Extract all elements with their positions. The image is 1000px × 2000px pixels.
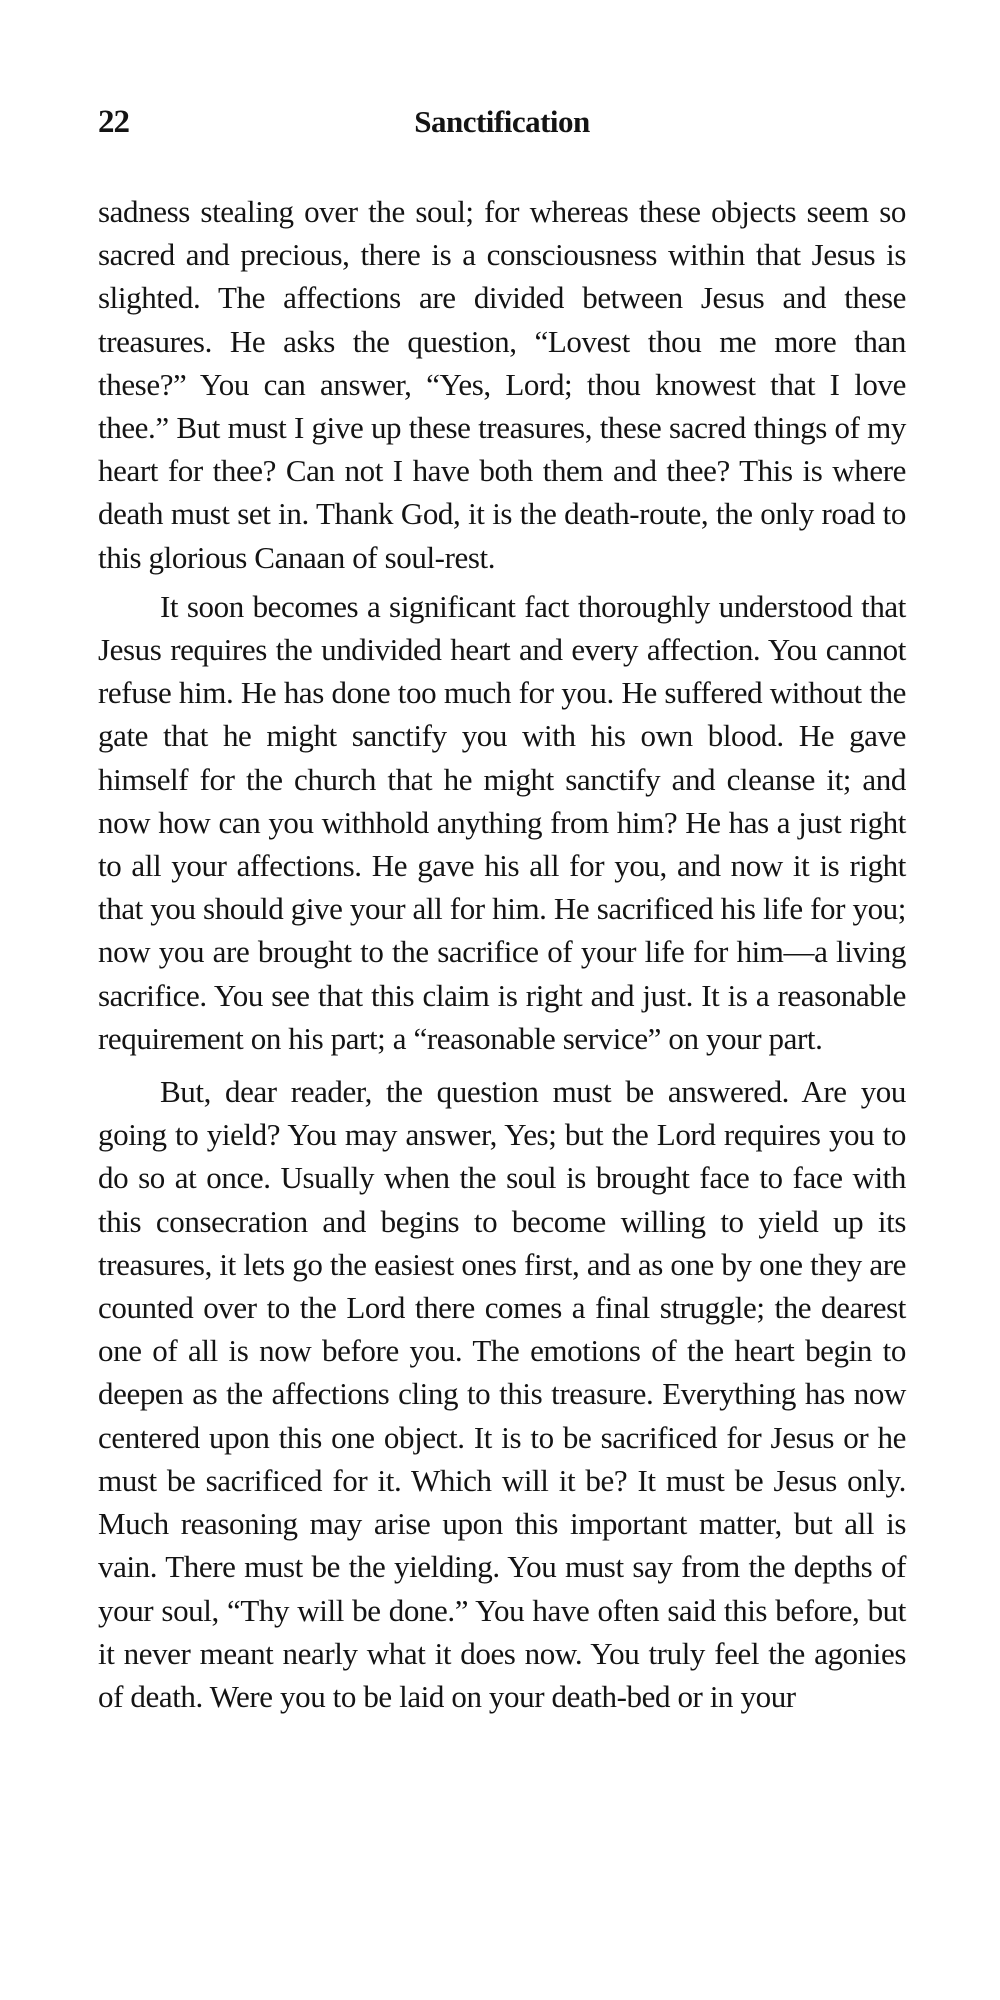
paragraph-2: It soon becomes a significant fact thoroughly understood that Jesus requires the undivided heart and every affection. You cannot refuse him. He has done too much for you. He suffered without the gate that he might sanctify you with his own blood. He gave himself for the church that he might sanctify and cleanse it; and now how can you withhold anything from him? He has a just right to all your affections. He gave his all for you, and now it is right that you should give your all for him. He sacrificed his life for you; now you are brought to the sacrifice of your life for him—a living sacrifice. You see that this claim is right and just. It is a reasonable requirement on his part; a “reasonable service” on your part. <box>98 588 906 1056</box>
paragraph-3: But, dear reader, the question must be answered. Are you going to yield? You may answer, Yes; but the Lord requires you to do so at once. Usually when the soul is brought face to face with this consecration and begins to become willing to yield up its treasures, it lets go the easiest ones first, and as one by one they are counted over to the Lord there comes a final struggle; the dearest one of all is now before you. The emotions of the heart begin to deepen as the affections cling to this treasure. Everything has now centered upon this one object. It is to be sacrificed for Jesus or he must be sacrificed for it. Which will it be? It must be Jesus only. Much reasoning may arise upon this important matter, but all is vain. There must be the yielding. You must say from the depths of your soul, “Thy will be done.” You have often said this before, but it never meant nearly what it does now. You truly feel the agonies of death. Were you to be laid on your death-bed or in your <box>98 1074 906 1714</box>
page-header <box>98 100 906 150</box>
running-title: Sanctification <box>414 104 590 139</box>
body-text <box>98 190 906 1724</box>
paragraph-1: sadness stealing over the soul; for whereas these objects seem so sacred and precious, there is a consciousness within that Jesus is slighted. The affections are divided between Jesus and these treasures. He asks the question, “Lovest thou me more than these?” You can answer, “Yes, Lord; thou knowest that I love thee.” But must I give up these treasures, these sacred things of my heart for thee? Can not I have both them and thee? This is where death must set in. Thank God, it is the death-route, the only road to this glorious Canaan of soul-rest. <box>98 194 906 575</box>
page-number: 22 <box>98 104 129 140</box>
